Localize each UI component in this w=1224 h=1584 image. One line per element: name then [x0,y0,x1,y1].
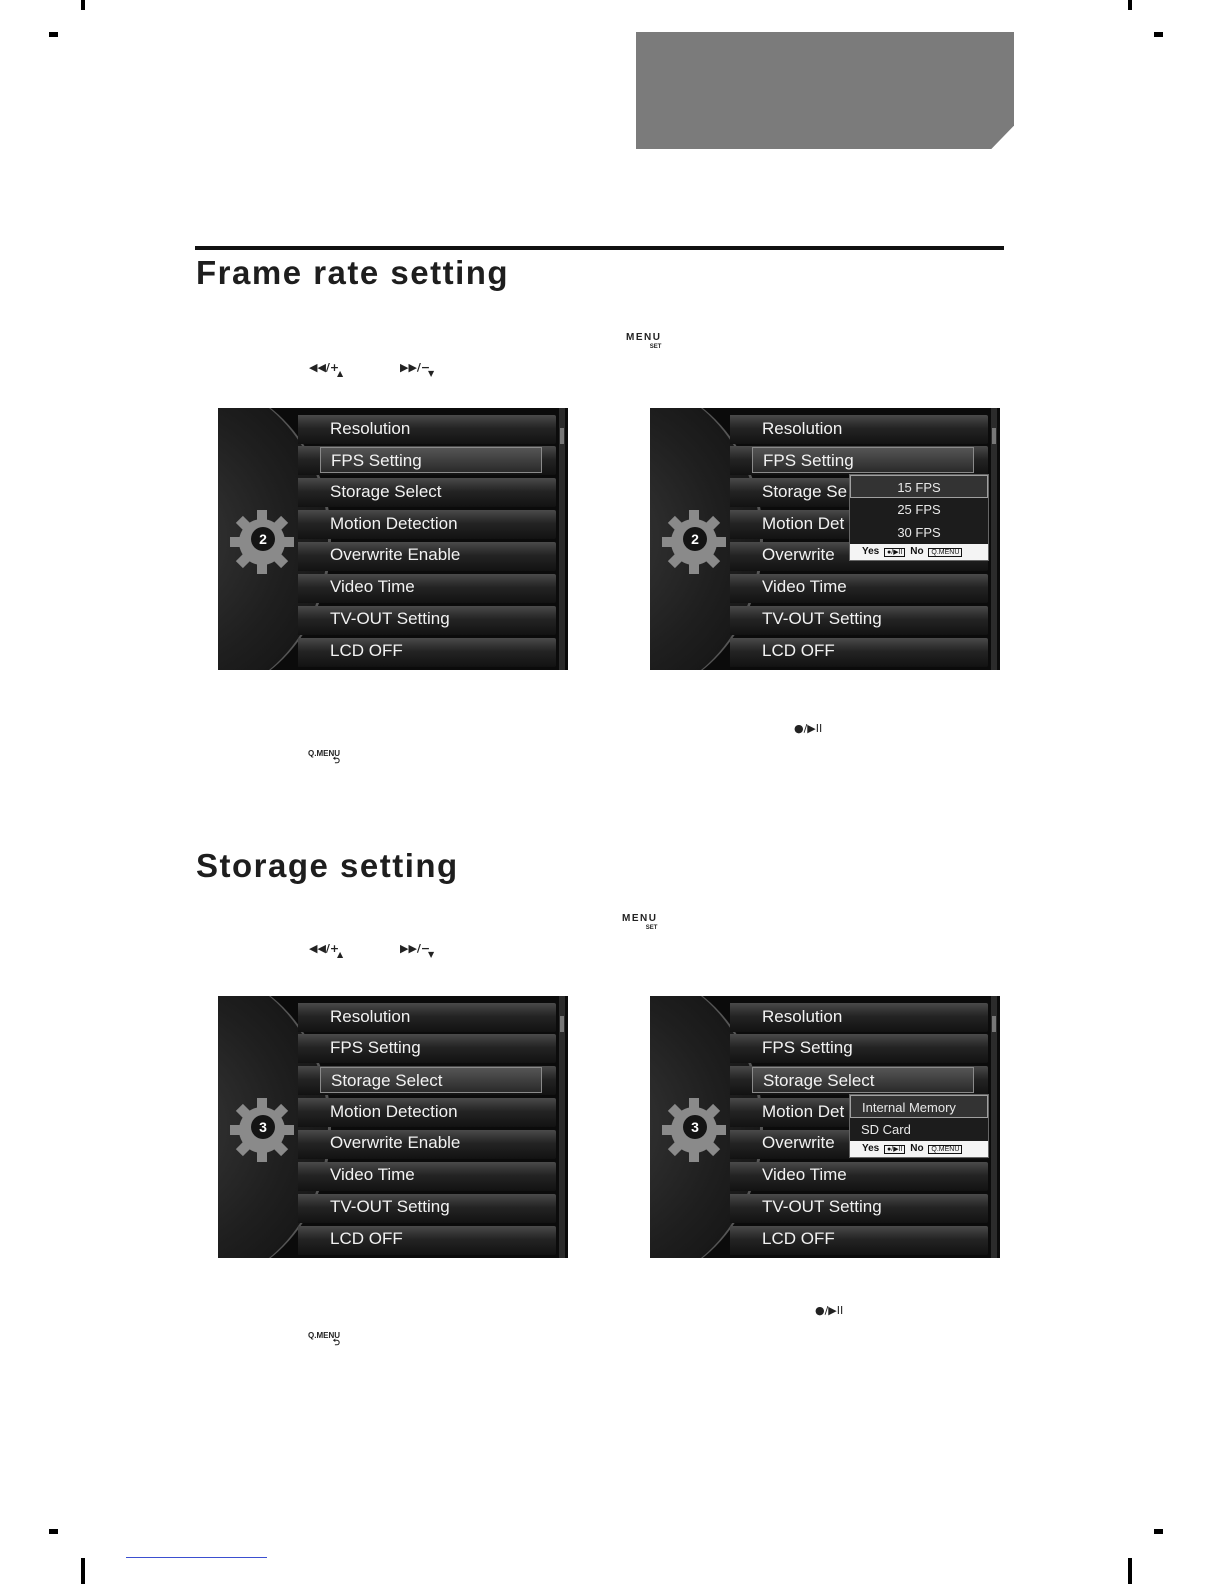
header-tab [636,32,1014,149]
section-title-storage: Storage setting [196,847,459,884]
return-arrow-icon: ⮌ [332,1338,340,1348]
menu-item-storage-select[interactable]: Storage Select [752,1067,974,1093]
menu-item-motion-detection[interactable]: Motion Det [762,1102,845,1121]
menu-item-fps-setting[interactable]: FPS Setting [330,1038,421,1057]
crop-mark [49,1529,58,1534]
popup-confirm-bar [850,544,988,560]
crop-mark [1154,1529,1163,1534]
qmenu-return-key-icon [308,1332,340,1348]
storage-popup [849,1094,989,1158]
menu-item-lcd-off[interactable]: LCD OFF [330,641,403,660]
forward-minus-label: ▶▶/− [400,361,431,374]
down-arrow-icon: ▼ [428,369,435,378]
menu-item-tv-out-setting[interactable]: TV-OUT Setting [330,609,450,628]
popup-option-sd-card[interactable]: SD Card [861,1122,911,1137]
menu-item-video-time[interactable]: Video Time [330,577,415,596]
qmenu-label: Q.MENU [308,749,340,758]
crop-mark [81,1558,85,1584]
fps-popup [849,474,989,561]
popup-no-label[interactable]: No [910,546,924,557]
menu-item-video-time[interactable]: Video Time [762,577,847,596]
scrollbar[interactable] [991,408,997,670]
menu-item-fps-setting[interactable]: FPS Setting [320,447,542,473]
up-arrow-icon: ▲ [337,369,344,378]
popup-yes-label[interactable]: Yes [862,1143,880,1154]
menu-set-key-icon [626,333,661,350]
popup-option-internal-memory[interactable]: Internal Memory [850,1095,988,1118]
menu-set-key-icon [622,914,657,931]
scrollbar[interactable] [559,408,565,670]
crop-mark [1128,0,1132,10]
menu-item-resolution[interactable]: Resolution [330,1007,411,1026]
menu-item-fps-setting[interactable]: FPS Setting [762,1038,853,1057]
menu-item-storage-select[interactable]: Storage Se [762,482,848,501]
menu-item-tv-out-setting[interactable]: TV-OUT Setting [762,1197,882,1216]
menu-item-lcd-off[interactable]: LCD OFF [762,1229,835,1248]
scrollbar-thumb[interactable] [560,1016,564,1032]
menu-item-overwrite-enable[interactable]: Overwrite [762,545,835,564]
rewind-plus-key-icon [309,942,344,959]
qmenu-return-icon: Q.MENU [928,1145,962,1154]
crop-mark [81,0,85,10]
section-title-frame-rate: Frame rate setting [196,254,510,291]
rewind-plus-label: ◀◀/+ [309,942,340,955]
crop-mark [1128,1558,1132,1584]
menu-item-video-time[interactable]: Video Time [762,1165,847,1184]
popup-option-30fps[interactable]: 30 FPS [897,525,941,540]
menu-item-storage-select[interactable]: Storage Select [320,1067,542,1093]
popup-option-15fps[interactable]: 15 FPS [850,475,988,498]
set-key-label: SET [649,344,662,350]
scrollbar-thumb[interactable] [992,1016,996,1032]
settings-page-number: 3 [683,1115,707,1139]
menu-item-overwrite-enable[interactable]: Overwrite Enable [330,1133,461,1152]
popup-confirm-bar [850,1141,988,1157]
record-play-pause-key-icon: ●/▶II [815,1304,844,1317]
down-arrow-icon: ▼ [428,950,435,959]
settings-page-number: 2 [251,527,275,551]
set-key-label: SET [645,925,658,931]
menu-item-storage-select[interactable]: Storage Select [330,482,442,501]
menu-item-fps-setting[interactable]: FPS Setting [752,447,974,473]
footer-line [126,1557,267,1558]
rewind-plus-key-icon [309,361,344,378]
qmenu-return-key-icon [308,750,340,766]
popup-yes-label[interactable]: Yes [862,546,880,557]
record-play-icon: ●/▶II [884,1145,905,1154]
forward-minus-key-icon [400,942,435,959]
section-divider [195,246,1004,250]
scrollbar-thumb[interactable] [992,428,996,444]
scrollbar[interactable] [559,996,565,1258]
camera-menu-screen [218,996,568,1258]
menu-item-lcd-off[interactable]: LCD OFF [330,1229,403,1248]
settings-page-number: 2 [683,527,707,551]
crop-mark [49,32,58,37]
menu-item-motion-detection[interactable]: Motion Detection [330,514,458,533]
forward-minus-key-icon [400,361,435,378]
record-play-icon: ●/▶II [884,548,905,557]
popup-no-label[interactable]: No [910,1143,924,1154]
scrollbar[interactable] [991,996,997,1258]
menu-item-video-time[interactable]: Video Time [330,1165,415,1184]
menu-item-resolution[interactable]: Resolution [330,419,411,438]
scrollbar-thumb[interactable] [560,428,564,444]
menu-item-resolution[interactable]: Resolution [762,1007,843,1026]
menu-item-resolution[interactable]: Resolution [762,419,843,438]
camera-menu-screen-popup [650,408,1000,670]
camera-menu-screen [218,408,568,670]
menu-item-overwrite-enable[interactable]: Overwrite [762,1133,835,1152]
camera-menu-screen-popup [650,996,1000,1258]
menu-item-lcd-off[interactable]: LCD OFF [762,641,835,660]
return-arrow-icon: ⮌ [332,756,340,766]
settings-page-number: 3 [251,1115,275,1139]
forward-minus-label: ▶▶/− [400,942,431,955]
menu-key-label: MENU [626,332,662,343]
menu-item-overwrite-enable[interactable]: Overwrite Enable [330,545,461,564]
qmenu-return-icon: Q.MENU [928,548,962,557]
qmenu-label: Q.MENU [308,1331,340,1340]
up-arrow-icon: ▲ [337,950,344,959]
menu-item-tv-out-setting[interactable]: TV-OUT Setting [330,1197,450,1216]
record-play-pause-key-icon: ●/▶II [794,722,823,735]
rewind-plus-label: ◀◀/+ [309,361,340,374]
menu-item-motion-detection[interactable]: Motion Det [762,514,845,533]
popup-option-25fps[interactable]: 25 FPS [897,502,941,517]
crop-mark [1154,32,1163,37]
menu-item-tv-out-setting[interactable]: TV-OUT Setting [762,609,882,628]
menu-item-motion-detection[interactable]: Motion Detection [330,1102,458,1121]
menu-key-label: MENU [622,913,658,924]
